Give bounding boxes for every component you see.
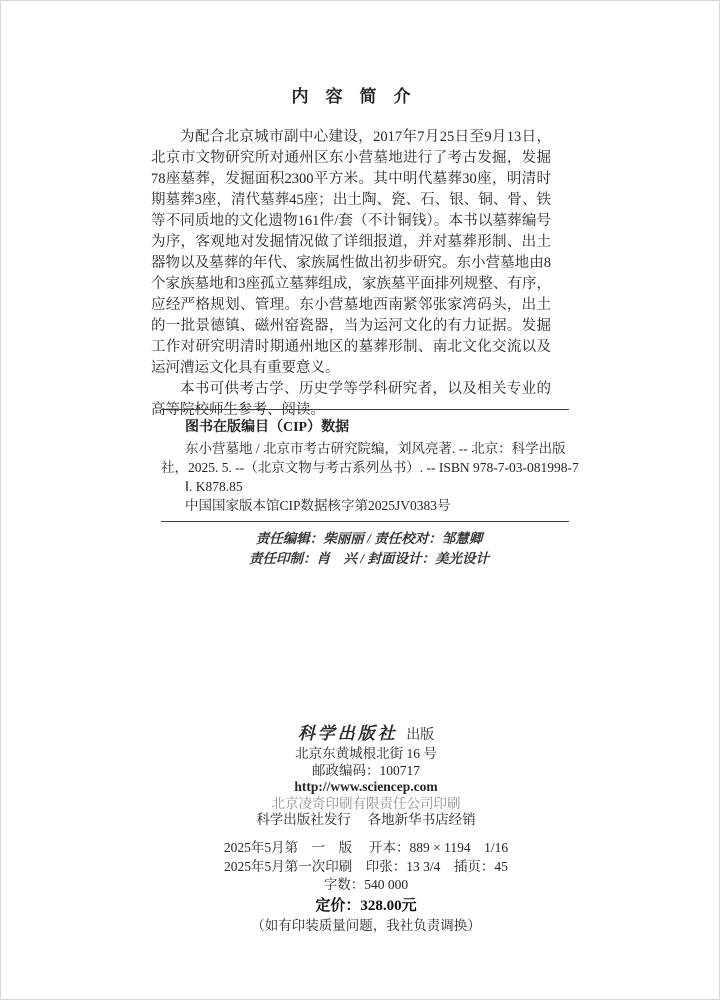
credit-editors: 责任编辑：柴丽丽 / 责任校对：邹慧卿 <box>255 531 483 546</box>
publisher-website: http://www.sciencep.com <box>294 779 438 794</box>
credit-print-design: 责任印制：肖 兴 / 封面设计：美光设计 <box>248 550 489 566</box>
publisher-logo-line <box>1 723 720 746</box>
cip-entry-line-2: 社，2025. 5. --（北京文物与考古系列丛书）. -- ISBN 978-7-03-081998-7 <box>161 460 579 475</box>
printer-name: 北京凌奇印刷有限责任公司印刷 <box>271 795 461 811</box>
distribution-line: 科学出版社发行 各地新华书店经销 <box>256 812 476 827</box>
summary-paragraph-2: 本书可供考古学、历史学等学科研究者，以及相关专业的高等院校师生参考、阅读。 <box>151 381 551 418</box>
publisher-block <box>1 723 720 829</box>
content-summary-section <box>151 85 551 421</box>
staff-credits <box>9 529 720 568</box>
publisher-logo-suffix: 出版 <box>406 728 435 743</box>
edition-line-1: 2025年5月第 一 版 开本：889 × 1194 1/16 <box>223 840 509 855</box>
section-title: 内 容 简 介 <box>291 87 411 106</box>
cip-heading: 图书在版编目（CIP）数据 <box>185 420 350 435</box>
cip-classification: Ⅰ. K878.85 <box>185 479 243 494</box>
quality-note: （如有印装质量问题，我社负责调换） <box>251 918 481 933</box>
publisher-postcode: 邮政编码：100717 <box>312 762 420 778</box>
publisher-address: 北京东黄城根北街 16 号 <box>295 746 437 761</box>
edition-block <box>1 839 720 936</box>
price: 定价：328.00元 <box>315 897 417 914</box>
summary-paragraph-1: 为配合北京城市副中心建设，2017年7月25日至9月13日，北京市文物研究所对通州区东小营墓地进行了考古发掘，发掘78座墓葬，发掘面积2300平方米。其中明代墓葬30座，明清时期墓葬3座，清代墓葬45座；出土陶、瓷、石、银、铜、骨、铁等不同质地的文化遗物161件/套（不计铜钱）。本书以墓葬编号为序，客观地对发掘情况做了详细报道，并对墓葬形制、出土器物以及墓葬的年代、家族属性做出初步研究。东小营墓地由8个家族墓地和3座孤立墓葬组成，家族墓平面排列规整、有序，应经严格规划、管理。东小营墓地西南紧邻张家湾码头，出土的一批景德镇、磁州窑瓷器，当为运河文化的有力证据。发掘工作对研究明清时期通州地区的墓葬形制、南北文化交流以及运河漕运文化具有重要意义。 <box>151 129 551 376</box>
cip-data-block <box>161 409 579 522</box>
word-count: 字数：540 000 <box>323 877 409 892</box>
science-press-logo: 科学出版社 <box>297 724 398 743</box>
edition-line-2: 2025年5月第一次印刷 印张：13 3/4 插页：45 <box>224 858 508 874</box>
cip-record-number: 中国国家版本馆CIP数据核字第2025JV0383号 <box>185 498 451 513</box>
cip-entry-line-1: 东小营墓地 / 北京市考古研究院编，刘风亮著. -- 北京：科学出版 <box>185 441 566 456</box>
